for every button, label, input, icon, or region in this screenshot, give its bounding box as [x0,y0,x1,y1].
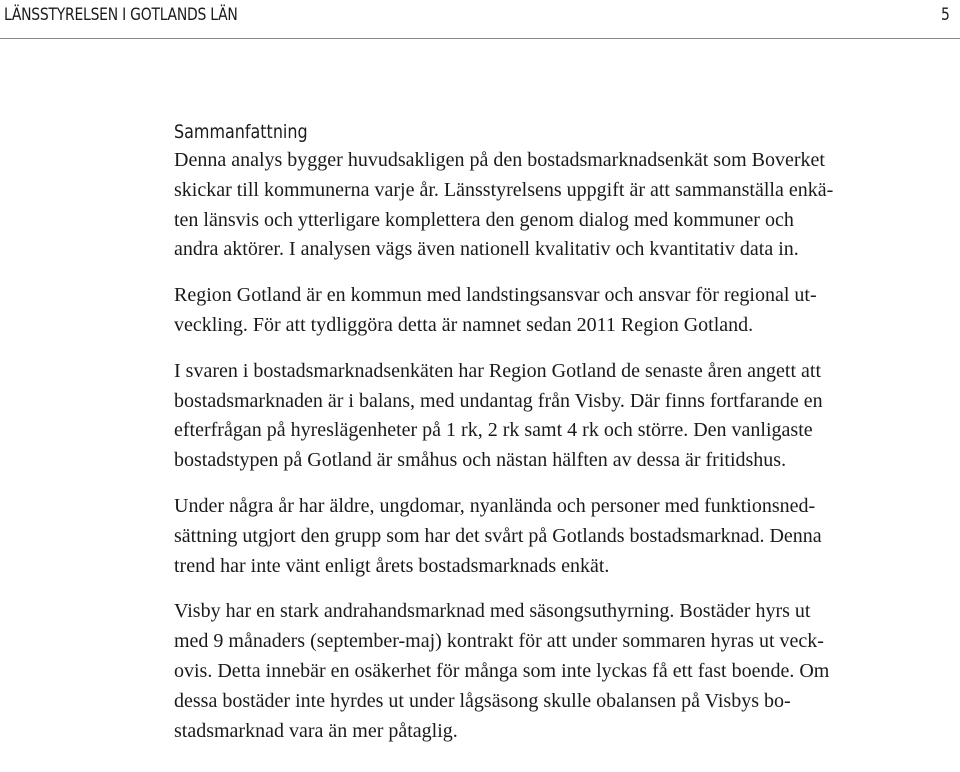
text-line: Denna analys bygger huvudsakligen på den bostadsmarknadsenkät som Boverket [174,149,825,171]
paragraph [174,597,926,746]
page-header [0,0,960,39]
header-title: LÄNSSTYRELSEN I GOTLANDS LÄN [4,5,238,25]
paragraph [174,357,926,476]
text-line: andra aktörer. I analysen vägs även nationell kvalitativ och kvantitativ data in. [174,238,799,261]
text-line: Visby har en stark andrahandsmarknad med säsongsuthyrning. Bostäder hyrs ut [174,600,811,623]
text-line: Region Gotland är en kommun med landstingsansvar och ansvar för regional ut- [174,284,817,307]
text-line: trend har inte vänt enligt årets bostadsmarknads enkät. [174,554,610,577]
text-line: ten länsvis och ytterligare komplettera den genom dialog med kommuner och [174,208,794,231]
document-body [174,118,926,746]
page-number: 5 [941,5,950,25]
text-line: stadsmarknad vara än mer påtaglig. [174,719,458,742]
text-line: Under några år har äldre, ungdomar, nyanlända och personer med funktionsned- [174,494,816,517]
text-line: sättning utgjort den grupp som har det svårt på Gotlands bostadsmarknad. Denna [174,524,822,547]
text-line: dessa bostäder inte hyrdes ut under lågsäsong skulle obalansen på Visbys bo- [174,689,791,712]
text-line: bostadsmarknaden är i balans, med undantag från Visby. Där finns fortfarande en [174,389,823,412]
text-line: ovis. Detta innebär en osäkerhet för många som inte lyckas få ett fast boende. Om [174,659,830,682]
text-line: bostadstypen på Gotland är småhus och nästan hälften av dessa är fritidshus. [174,449,787,472]
paragraph [174,492,926,581]
paragraph [174,281,926,341]
text-line: skickar till kommunerna varje år. Länsstyrelsens uppgift är att sammanställa enkä- [174,178,834,201]
text-line: veckling. För att tydliggöra detta är namnet sedan 2011 Region Gotland. [174,313,754,336]
text-line: efterfrågan på hyreslägenheter på 1 rk, 2 rk samt 4 rk och större. Den vanligaste [174,419,813,442]
paragraph [174,146,926,265]
text-line: med 9 månaders (september-maj) kontrakt för att under sommaren hyras ut veck- [174,630,824,653]
section-heading: Sammanfattning [174,121,308,143]
text-line: I svaren i bostadsmarknadsenkäten har Region Gotland de senaste åren angett att [174,359,822,382]
